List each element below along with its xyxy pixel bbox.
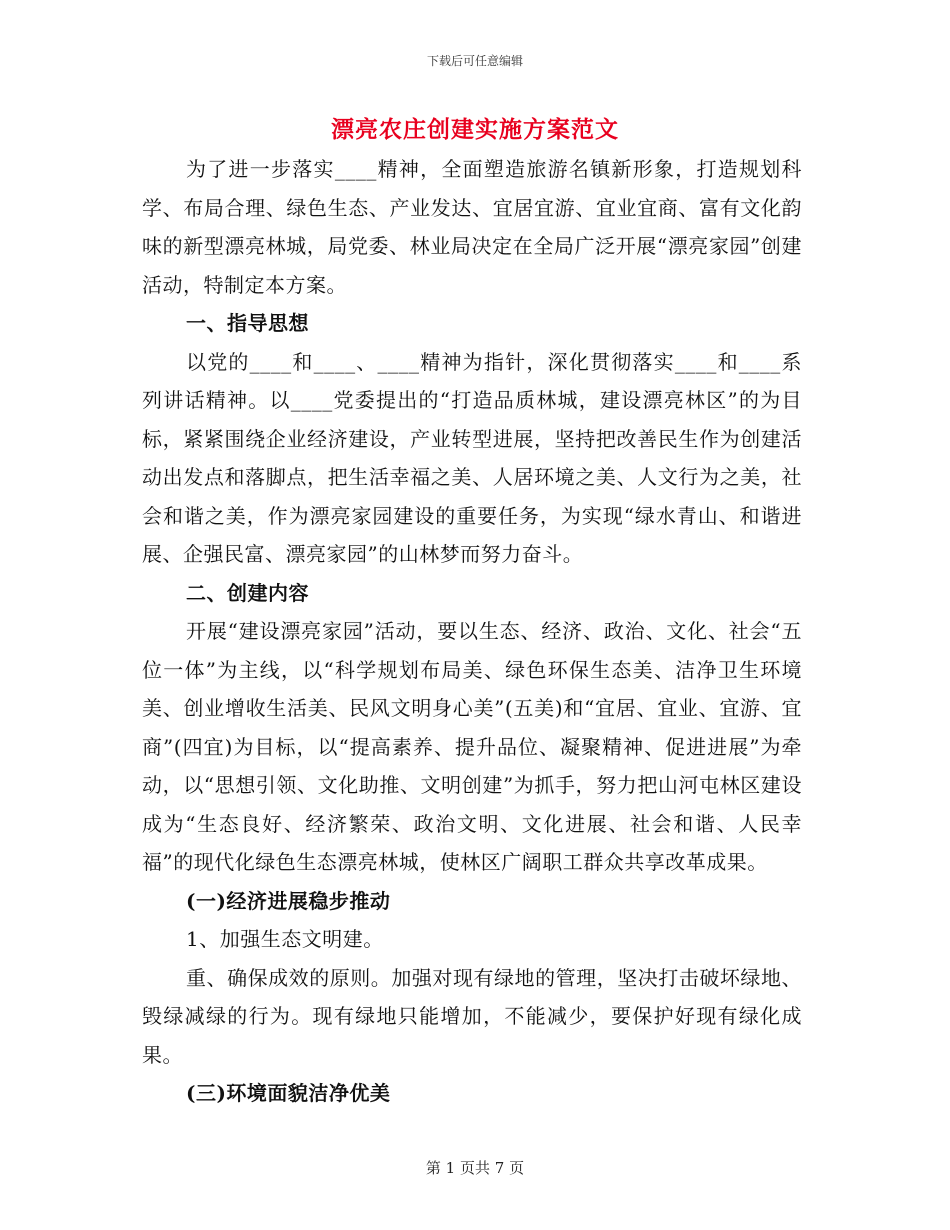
ecology-paragraph: 重、确保成效的原则。加强对现有绿地的管理，坚决打击破坏绿地、毁绿减绿的行为。现有绿地只能增加，不能减少，要保护好现有绿化成果。 bbox=[142, 965, 802, 1067]
list-item-ecology: 1、加强生态文明建。 bbox=[186, 927, 384, 951]
content-paragraph: 开展“建设漂亮家园”活动，要以生态、经济、政治、文化、社会“五位一体”为主线，以“科学规划布局美、绿色环保生态美、洁净卫生环境美、创业增收生活美、民风文明身心美”(五美)和“宜居、宜业、宜游、宜商”(四宜)为目标，以“提高素养、提升品位、凝聚精神、促进进展”为牵动，以“思想引领、文化助推、文明创建”为抓手，努力把山河屯林区建设成为“生态良好、经济繁荣、政治文明、文化进展、社会和谐、人民幸福”的现代化绿色生态漂亮林城，使林区广阔职工群众共享改革成果。 bbox=[142, 619, 802, 874]
section-heading-guiding-ideology: 一、指导思想 bbox=[186, 311, 309, 335]
guiding-ideology-paragraph: 以党的____和____、____精神为指针，深化贯彻落实____和____系列讲话精神。以____党委提出的“打造品质林城，建设漂亮林区”的为目标，紧紧围绕企业经济建设，产业转型进展，坚持把改善民生作为创建活动出发点和落脚点，把生活幸福之美、人居环境之美、人文行为之美，社会和谐之美，作为漂亮家园建设的重要任务，为实现“绿水青山、和谐进展、企强民富、漂亮家园”的山林梦而努力奋斗。 bbox=[142, 349, 802, 566]
page-header: 下载后可任意编辑 bbox=[426, 54, 523, 68]
subsection-heading-economy: (一)经济进展稳步推动 bbox=[186, 888, 391, 913]
document-body bbox=[142, 150, 802, 1113]
section-heading-content: 二、创建内容 bbox=[186, 580, 309, 605]
intro-paragraph: 为了进一步落实____精神，全面塑造旅游名镇新形象，打造规划科学、布局合理、绿色生态、产业发达、宜居宜游、宜业宜商、富有文化韵味的新型漂亮林城，局党委、林业局决定在全局广泛开展“漂亮家园”创建活动，特制定本方案。 bbox=[142, 157, 802, 297]
document-title: 漂亮农庄创建实施方案范文 bbox=[331, 116, 619, 143]
subsection-heading-environment: (三)环境面貌洁净优美 bbox=[186, 1081, 391, 1105]
page-number: 第 1 页共 7 页 bbox=[425, 1159, 525, 1177]
